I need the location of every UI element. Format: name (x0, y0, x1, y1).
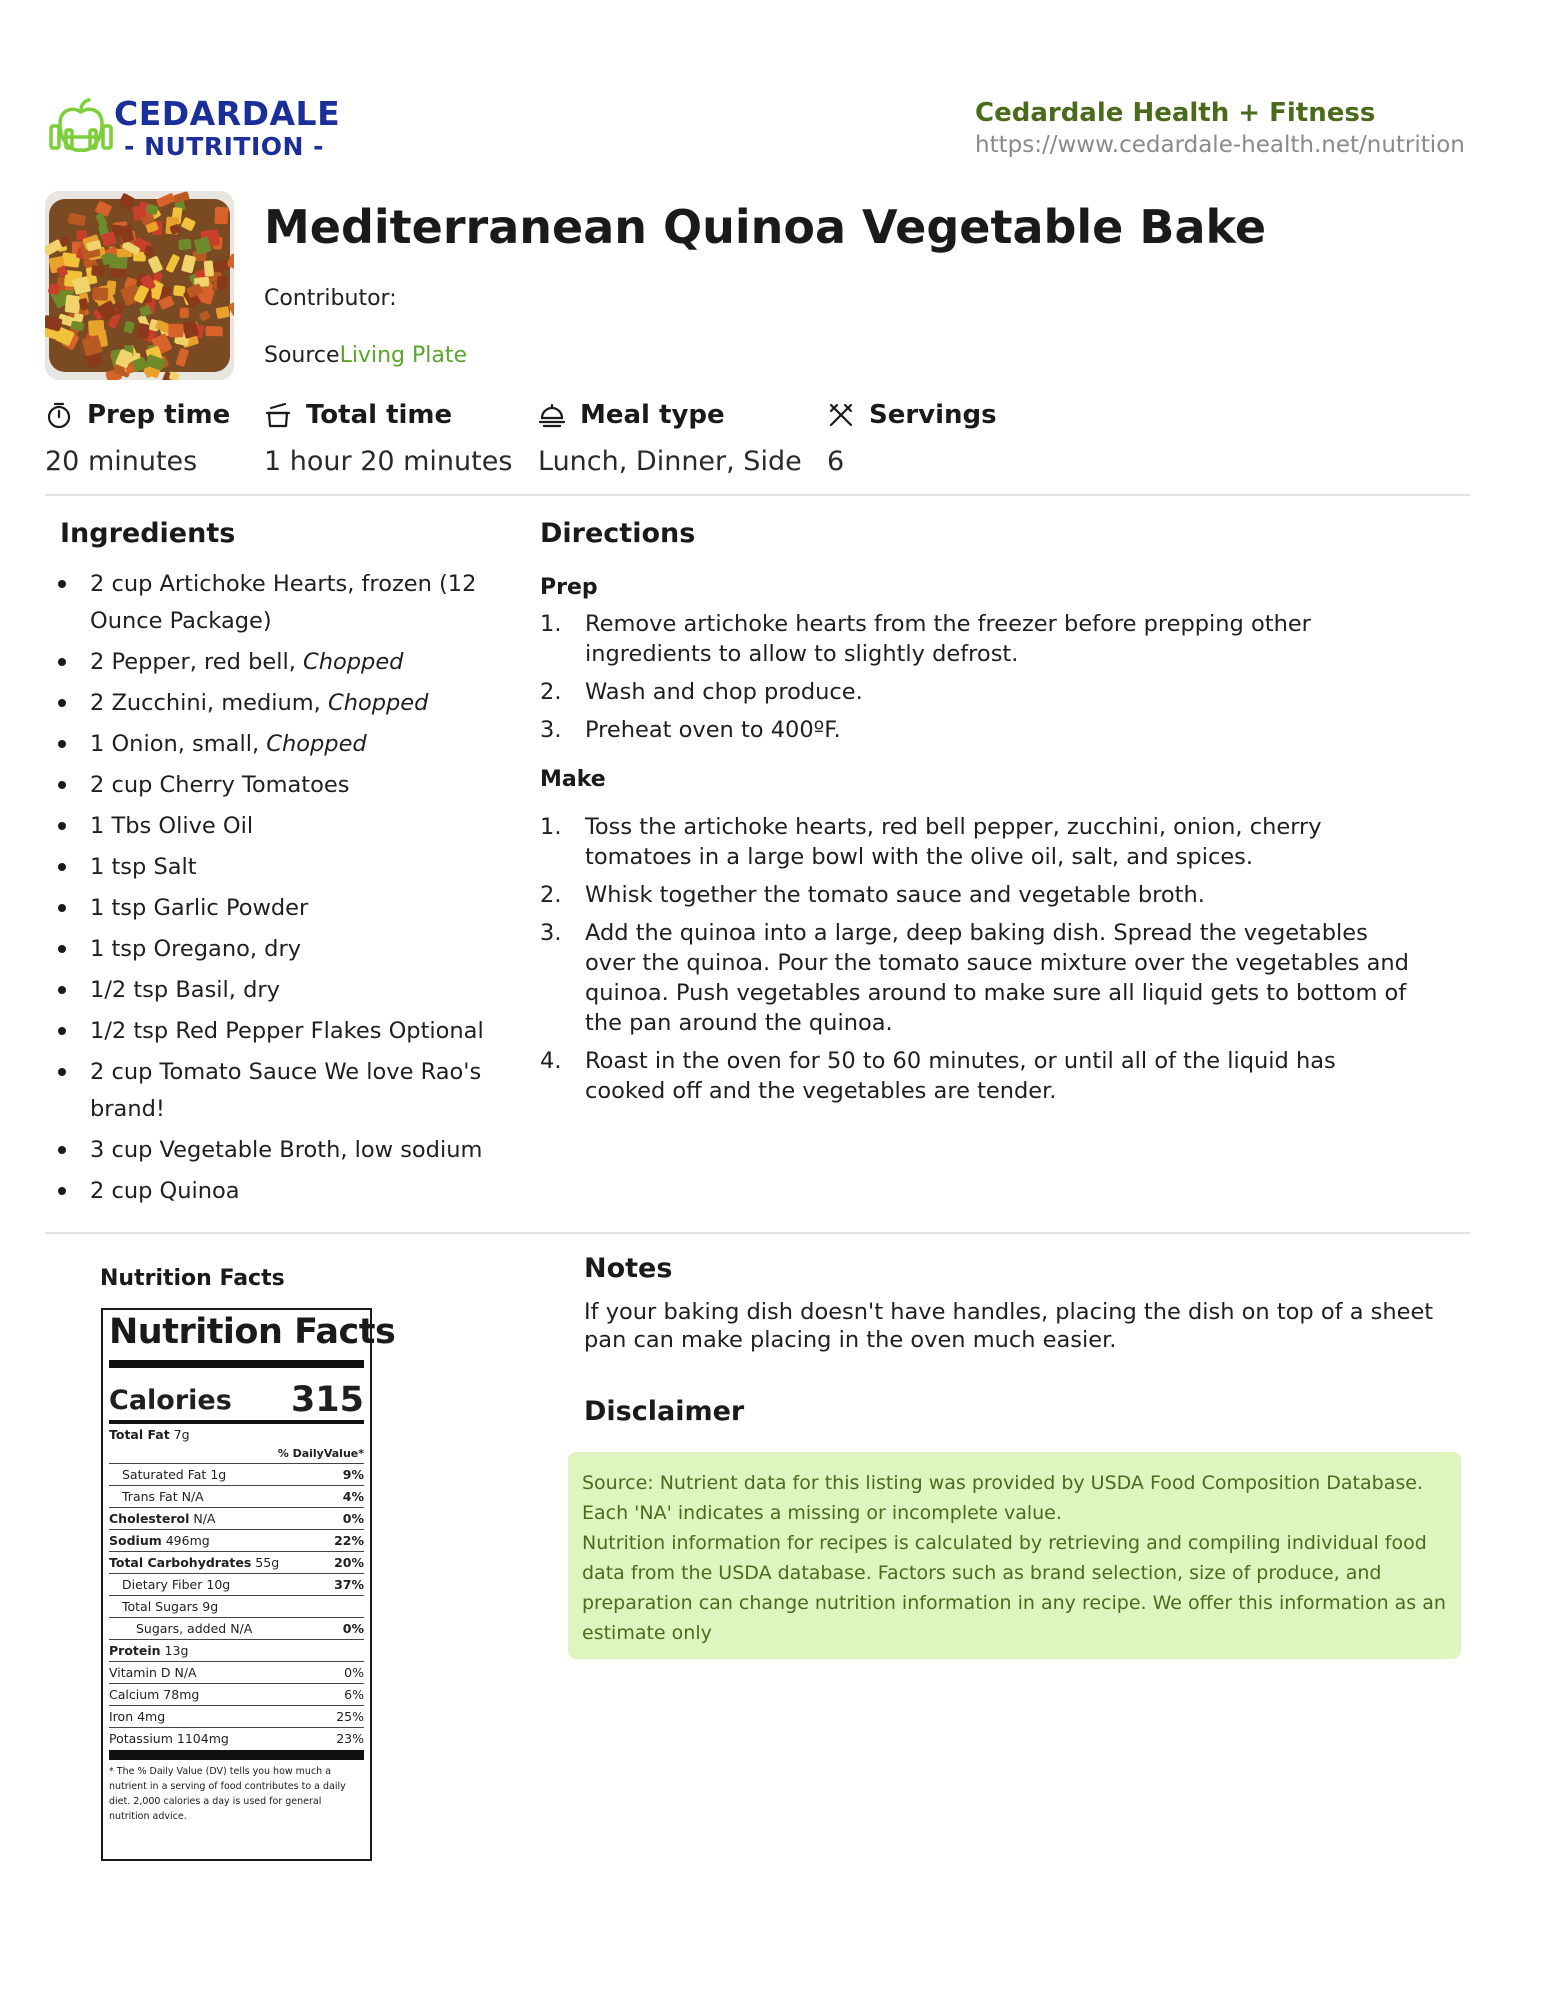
ingredient-text: 3 cup Vegetable Broth, low sodium (90, 1137, 483, 1163)
nutrient-row (109, 1728, 364, 1749)
nutrition-footnote: * The % Daily Value (DV) tells you how much a nutrient in a serving of food contributes to a daily diet. 2,000 calories a day is used for general nutrition advice. (109, 1766, 346, 1822)
nutrient-dv: 22% (334, 1533, 364, 1548)
meta-label: Prep time (87, 400, 231, 430)
nutrient-row (109, 1552, 364, 1574)
meta-label: Servings (869, 400, 997, 430)
nutrient-name: Trans Fat (122, 1489, 178, 1504)
source-link[interactable]: Living Plate (339, 343, 467, 368)
nutrient-name: Total Fat (109, 1427, 170, 1442)
nutrition-rule (109, 1750, 364, 1760)
meta-label: Total time (306, 400, 453, 430)
stopwatch-icon (45, 401, 73, 429)
ingredient-item (58, 931, 488, 968)
nutrition-caption: Nutrition Facts (100, 1266, 285, 1291)
meta-value: 1 hour 20 minutes (264, 446, 513, 477)
meta-prep-time (45, 400, 230, 490)
nutrient-amount: 10g (206, 1577, 231, 1592)
ingredient-note: Chopped (266, 731, 367, 757)
nutrient-row (109, 1706, 364, 1728)
nutrient-name: Vitamin D (109, 1665, 171, 1680)
nutrient-amount: N/A (174, 1665, 197, 1680)
ingredient-item (58, 890, 488, 927)
divider (45, 494, 1470, 496)
nutrient-name: Potassium (109, 1731, 173, 1746)
nutrient-amount: N/A (193, 1511, 216, 1526)
nutrient-name: Protein (109, 1643, 161, 1658)
disclaimer-info-text: Nutrition information for recipes is calculated by retrieving and compiling individual food data from the USDA database. Factors such as brand selection, size of produce, and preparation can change nutrition information in any recipe. We offer this information as an estimate only (582, 1532, 1446, 1644)
ingredient-item (58, 972, 488, 1009)
logo-subtitle: - NUTRITION - (124, 132, 325, 161)
nutrient-dv: 4% (342, 1489, 364, 1504)
nutrient-row (109, 1424, 364, 1445)
nutrient-dv: 6% (344, 1687, 364, 1702)
ingredient-text: 1/2 tsp Red Pepper Flakes Optional (90, 1018, 484, 1044)
ingredient-item (58, 685, 488, 722)
nutrition-rule (109, 1360, 364, 1368)
ingredients-list (58, 566, 488, 1214)
ingredient-text: 1/2 tsp Basil, dry (90, 977, 280, 1003)
calories-label: Calories (109, 1385, 232, 1416)
nutrient-name: Sodium (109, 1533, 162, 1548)
cloche-icon (538, 401, 566, 429)
step-item (540, 677, 1420, 707)
ingredient-text: 2 Pepper, red bell, (90, 649, 304, 675)
step-item (540, 918, 1420, 1038)
ingredient-item (58, 566, 488, 640)
ingredient-item (58, 808, 488, 845)
nutrient-amount: 7g (173, 1427, 190, 1442)
source-line (264, 343, 467, 368)
directions-title: Directions (540, 518, 696, 549)
nutrient-row (109, 1530, 364, 1552)
nutrient-name: Calcium (109, 1687, 160, 1702)
nutrient-amount: N/A (181, 1489, 204, 1504)
step-number: 2. (540, 679, 562, 705)
nutrient-name: Cholesterol (109, 1511, 190, 1526)
step-number: 3. (540, 920, 562, 946)
step-number: 4. (540, 1048, 562, 1074)
nutrition-title: Nutrition Facts (109, 1312, 396, 1352)
meta-total-time (264, 400, 512, 490)
nutrient-row (109, 1640, 364, 1661)
make-steps (540, 812, 1420, 1114)
ingredient-item (58, 726, 488, 763)
baked-dish-image (45, 191, 234, 380)
nutrient-dv: 0% (342, 1511, 364, 1526)
nutrient-row (109, 1662, 364, 1684)
source-label: Source (264, 343, 340, 368)
recipe-title: Mediterranean Quinoa Vegetable Bake (264, 200, 1267, 254)
meta-value: 20 minutes (45, 446, 198, 477)
ingredient-item (58, 1173, 488, 1210)
nutrient-row (109, 1596, 364, 1618)
nutrient-amount: 496mg (165, 1533, 210, 1548)
nutrition-facts-label (101, 1308, 396, 1861)
nutrient-amount: 1104mg (176, 1731, 229, 1746)
daily-value-header: % DailyValue* (109, 1445, 364, 1464)
step-text: Toss the artichoke hearts, red bell pepper, zucchini, onion, cherry tomatoes in a large bowl with the olive oil, salt, and spices. (585, 814, 1322, 870)
calories-value: 315 (290, 1380, 364, 1420)
ingredient-text: 2 cup Artichoke Hearts, frozen (12 Ounce Package) (90, 571, 477, 634)
step-text: Remove artichoke hearts from the freezer before prepping other ingredients to allow to slightly defrost. (585, 611, 1311, 667)
disclaimer-title: Disclaimer (584, 1396, 745, 1427)
nutrient-amount: 9g (202, 1599, 219, 1614)
site-name[interactable]: Cedardale Health + Fitness (975, 98, 1376, 128)
step-item (540, 715, 1420, 745)
ingredient-text: 1 tsp Garlic Powder (90, 895, 309, 921)
apple-dumbbell-icon (48, 96, 114, 162)
ingredient-item (58, 1132, 488, 1169)
ingredient-text: 1 tsp Oregano, dry (90, 936, 302, 962)
ingredient-item (58, 1013, 488, 1050)
step-number: 1. (540, 611, 562, 637)
step-text: Add the quinoa into a large, deep baking dish. Spread the vegetables over the quinoa. Pour the tomato sauce mixture over the vegetables and quinoa. Push vegetables around to make sure all liquid gets to bottom of the pan around the quinoa. (585, 920, 1409, 1036)
prep-subtitle: Prep (540, 575, 598, 600)
prep-steps (540, 609, 1420, 753)
notes-title: Notes (584, 1253, 673, 1284)
step-number: 2. (540, 882, 562, 908)
nutrient-amount: 1g (210, 1467, 227, 1482)
step-number: 3. (540, 717, 562, 743)
notes-text: If your baking dish doesn't have handles, placing the dish on top of a sheet pan can make placing in the oven much easier. (584, 1299, 1434, 1353)
meta-servings (827, 400, 997, 490)
nutrient-amount: 55g (255, 1555, 280, 1570)
meta-label: Meal type (580, 400, 725, 430)
nutrient-row (109, 1486, 364, 1508)
ingredient-text: 1 Tbs Olive Oil (90, 813, 254, 839)
step-text: Preheat oven to 400ºF. (585, 717, 841, 743)
ingredient-note: Chopped (303, 649, 404, 675)
step-item (540, 812, 1420, 872)
nutrient-dv: 37% (334, 1577, 364, 1592)
nutrient-name: Saturated Fat (122, 1467, 207, 1482)
ingredient-note: Chopped (328, 690, 429, 716)
nutrient-row (109, 1574, 364, 1596)
step-text: Wash and chop produce. (585, 679, 863, 705)
nutrient-row (109, 1618, 364, 1640)
nutrient-name: Dietary Fiber (122, 1577, 203, 1592)
nutrient-dv: 9% (342, 1467, 364, 1482)
ingredient-text: 2 cup Tomato Sauce We love Rao's brand! (90, 1059, 482, 1122)
nutrient-row (109, 1508, 364, 1530)
divider (45, 1232, 1470, 1234)
calories-row (109, 1380, 364, 1420)
nutrient-name: Total Sugars (122, 1599, 199, 1614)
meta-value: Lunch, Dinner, Side (538, 446, 802, 477)
ingredient-text: 1 Onion, small, (90, 731, 267, 757)
ingredient-text: 2 cup Quinoa (90, 1178, 240, 1204)
nutrient-name: Iron (109, 1709, 134, 1724)
ingredient-item (58, 1054, 488, 1128)
ingredient-item (58, 644, 488, 681)
nutrient-dv: 0% (344, 1665, 364, 1680)
step-number: 1. (540, 814, 562, 840)
contributor-label: Contributor: (264, 286, 397, 311)
disclaimer-source-text: Source: Nutrient data for this listing was provided by USDA Food Composition Database. Each 'NA' indicates a missing or incomplete value. (582, 1472, 1423, 1524)
nutrient-dv: 23% (336, 1731, 364, 1746)
make-subtitle: Make (540, 767, 606, 792)
step-text: Roast in the oven for 50 to 60 minutes, or until all of the liquid has cooked off and the vegetables are tender. (585, 1048, 1336, 1104)
nutrient-name: Total Carbohydrates (109, 1555, 252, 1570)
step-item (540, 880, 1420, 910)
utensils-icon (827, 401, 855, 429)
nutrient-amount: 78mg (163, 1687, 200, 1702)
disclaimer-box (568, 1452, 1461, 1659)
nutrient-name: Sugars, added (136, 1621, 227, 1636)
nutrient-row (109, 1464, 364, 1486)
ingredient-item (58, 767, 488, 804)
nutrient-amount: 13g (164, 1643, 189, 1658)
meta-value: 6 (827, 446, 845, 477)
ingredient-text: 2 cup Cherry Tomatoes (90, 772, 350, 798)
brand-logo (48, 94, 341, 166)
nutrient-amount: N/A (230, 1621, 253, 1636)
ingredient-item (58, 849, 488, 886)
step-text: Whisk together the tomato sauce and vegetable broth. (585, 882, 1205, 908)
nutrient-dv: 25% (336, 1709, 364, 1724)
ingredients-title: Ingredients (60, 518, 236, 549)
site-url-link[interactable]: https://www.cedardale-health.net/nutrition (975, 132, 1465, 158)
pot-icon (264, 401, 292, 429)
ingredient-text: 1 tsp Salt (90, 854, 197, 880)
step-item (540, 1046, 1420, 1106)
nutrient-dv: 0% (342, 1621, 364, 1636)
nutrient-row (109, 1684, 364, 1706)
step-item (540, 609, 1420, 669)
ingredient-text: 2 Zucchini, medium, (90, 690, 328, 716)
logo-wordmark: CEDARDALE (114, 94, 341, 133)
meta-meal-type (538, 400, 802, 490)
nutrient-dv: 20% (334, 1555, 364, 1570)
recipe-photo (45, 191, 234, 380)
nutrient-amount: 4mg (137, 1709, 166, 1724)
